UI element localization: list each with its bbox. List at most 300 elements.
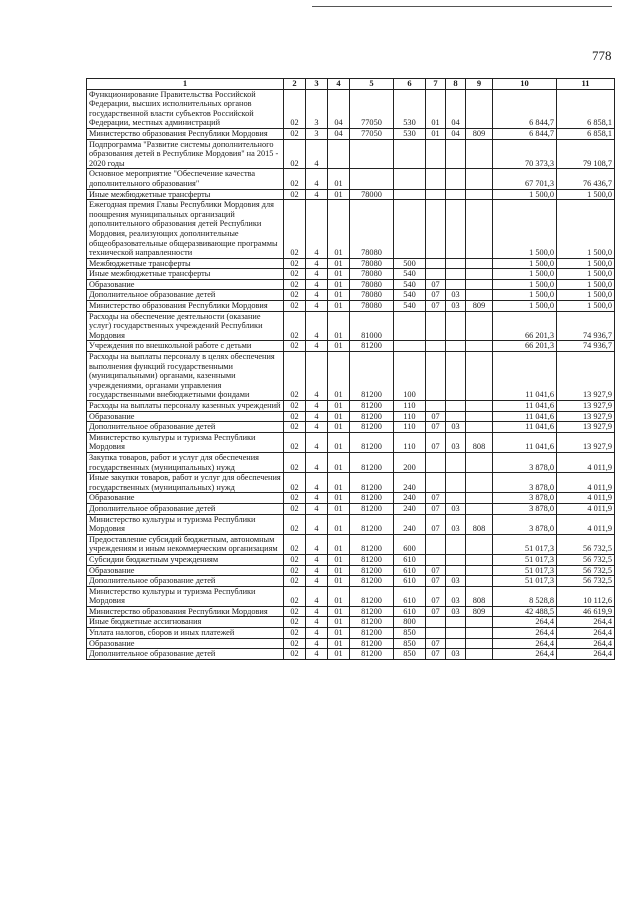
code-cell: 02 bbox=[284, 432, 306, 452]
code-cell bbox=[466, 352, 493, 401]
code-cell bbox=[426, 352, 446, 401]
row-name: Предоставление субсидий бюджетным, автономным учреждениям и иным некоммерческим организациям bbox=[87, 534, 284, 554]
code-cell: 4 bbox=[306, 258, 328, 269]
amount-cell: 1 500,0 bbox=[493, 258, 557, 269]
code-cell bbox=[446, 311, 466, 341]
code-cell: 01 bbox=[328, 473, 350, 493]
code-cell: 808 bbox=[466, 514, 493, 534]
table-row bbox=[87, 189, 615, 200]
code-cell: 01 bbox=[426, 89, 446, 128]
table-row bbox=[87, 311, 615, 341]
code-cell: 530 bbox=[394, 89, 426, 128]
amount-cell: 6 844,7 bbox=[493, 89, 557, 128]
code-cell: 4 bbox=[306, 638, 328, 649]
code-cell: 4 bbox=[306, 493, 328, 504]
code-cell: 01 bbox=[328, 301, 350, 312]
code-cell bbox=[446, 473, 466, 493]
column-header: 4 bbox=[328, 79, 350, 90]
code-cell bbox=[466, 401, 493, 412]
amount-cell: 56 732,5 bbox=[557, 554, 615, 565]
column-header: 2 bbox=[284, 79, 306, 90]
row-name: Закупка товаров, работ и услуг для обеспечения государственных (муниципальных) нужд bbox=[87, 452, 284, 472]
code-cell: 02 bbox=[284, 586, 306, 606]
code-cell: 01 bbox=[328, 586, 350, 606]
row-name: Дополнительное образование детей bbox=[87, 576, 284, 587]
code-cell: 809 bbox=[466, 606, 493, 617]
amount-cell: 13 927,9 bbox=[557, 352, 615, 401]
amount-cell: 1 500,0 bbox=[557, 269, 615, 280]
code-cell: 02 bbox=[284, 617, 306, 628]
code-cell: 02 bbox=[284, 606, 306, 617]
code-cell: 240 bbox=[394, 503, 426, 514]
table-row bbox=[87, 554, 615, 565]
amount-cell: 1 500,0 bbox=[493, 290, 557, 301]
code-cell: 02 bbox=[284, 139, 306, 169]
code-cell: 02 bbox=[284, 493, 306, 504]
code-cell: 4 bbox=[306, 411, 328, 422]
code-cell bbox=[466, 554, 493, 565]
row-name: Дополнительное образование детей bbox=[87, 503, 284, 514]
code-cell bbox=[426, 200, 446, 259]
code-cell: 3 bbox=[306, 89, 328, 128]
page-number: 778 bbox=[592, 48, 612, 63]
code-cell: 81200 bbox=[350, 617, 394, 628]
row-name: Иные закупки товаров, работ и услуг для обеспечения государственных (муниципальных) нужд bbox=[87, 473, 284, 493]
table-row bbox=[87, 128, 615, 139]
amount-cell: 264,4 bbox=[493, 649, 557, 660]
table-body bbox=[87, 89, 615, 659]
code-cell: 81200 bbox=[350, 401, 394, 412]
table-row bbox=[87, 493, 615, 504]
code-cell bbox=[446, 452, 466, 472]
table-row bbox=[87, 473, 615, 493]
row-name: Ежегодная премия Главы Республики Мордовия для поощрения муниципальных организаций дополнительного образования детей Республики Мордовия, реализующих дополнительные общеобразовательные общеразвивающие программы технической направленности bbox=[87, 200, 284, 259]
code-cell: 01 bbox=[328, 401, 350, 412]
code-cell: 4 bbox=[306, 473, 328, 493]
code-cell: 4 bbox=[306, 628, 328, 639]
code-cell: 07 bbox=[426, 576, 446, 587]
row-name: Межбюджетные трансферты bbox=[87, 258, 284, 269]
code-cell: 01 bbox=[328, 554, 350, 565]
code-cell: 78080 bbox=[350, 200, 394, 259]
code-cell: 77050 bbox=[350, 89, 394, 128]
amount-cell: 1 500,0 bbox=[493, 269, 557, 280]
amount-cell: 4 011,9 bbox=[557, 493, 615, 504]
code-cell: 4 bbox=[306, 554, 328, 565]
code-cell: 07 bbox=[426, 514, 446, 534]
code-cell: 02 bbox=[284, 452, 306, 472]
code-cell: 01 bbox=[328, 565, 350, 576]
code-cell: 110 bbox=[394, 432, 426, 452]
code-cell: 4 bbox=[306, 606, 328, 617]
code-cell: 4 bbox=[306, 279, 328, 290]
code-cell: 01 bbox=[328, 534, 350, 554]
code-cell: 03 bbox=[446, 290, 466, 301]
code-cell bbox=[466, 311, 493, 341]
row-name: Уплата налогов, сборов и иных платежей bbox=[87, 628, 284, 639]
code-cell: 81200 bbox=[350, 473, 394, 493]
code-cell: 4 bbox=[306, 269, 328, 280]
code-cell: 81200 bbox=[350, 554, 394, 565]
row-name: Министерство образования Республики Мордовия bbox=[87, 128, 284, 139]
row-name: Министерство образования Республики Мордовия bbox=[87, 606, 284, 617]
amount-cell: 1 500,0 bbox=[493, 200, 557, 259]
code-cell: 02 bbox=[284, 352, 306, 401]
code-cell: 240 bbox=[394, 473, 426, 493]
table-row bbox=[87, 341, 615, 352]
table-row bbox=[87, 401, 615, 412]
table-row bbox=[87, 422, 615, 433]
row-name: Основное мероприятие "Обеспечение качества дополнительного образования" bbox=[87, 169, 284, 189]
column-header: 5 bbox=[350, 79, 394, 90]
table-row bbox=[87, 638, 615, 649]
code-cell: 02 bbox=[284, 279, 306, 290]
code-cell bbox=[394, 200, 426, 259]
code-cell: 610 bbox=[394, 554, 426, 565]
amount-cell: 1 500,0 bbox=[493, 279, 557, 290]
code-cell: 81200 bbox=[350, 352, 394, 401]
table-row bbox=[87, 258, 615, 269]
code-cell: 01 bbox=[328, 638, 350, 649]
amount-cell: 11 041,6 bbox=[493, 422, 557, 433]
code-cell: 240 bbox=[394, 493, 426, 504]
amount-cell: 264,4 bbox=[557, 638, 615, 649]
code-cell: 07 bbox=[426, 503, 446, 514]
table-header-row bbox=[87, 79, 615, 90]
code-cell bbox=[446, 554, 466, 565]
amount-cell: 56 732,5 bbox=[557, 576, 615, 587]
code-cell bbox=[466, 258, 493, 269]
row-name: Функционирование Правительства Российской Федерации, высших исполнительных органов государственной власти субъектов Российской Федерации, местных администраций bbox=[87, 89, 284, 128]
amount-cell: 13 927,9 bbox=[557, 422, 615, 433]
amount-cell: 6 858,1 bbox=[557, 128, 615, 139]
code-cell bbox=[466, 290, 493, 301]
code-cell: 81200 bbox=[350, 411, 394, 422]
column-header: 10 bbox=[493, 79, 557, 90]
code-cell: 4 bbox=[306, 401, 328, 412]
code-cell: 02 bbox=[284, 554, 306, 565]
code-cell: 3 bbox=[306, 128, 328, 139]
code-cell bbox=[350, 169, 394, 189]
code-cell: 01 bbox=[328, 189, 350, 200]
code-cell bbox=[446, 617, 466, 628]
code-cell: 02 bbox=[284, 473, 306, 493]
code-cell: 02 bbox=[284, 290, 306, 301]
column-header: 6 bbox=[394, 79, 426, 90]
code-cell bbox=[350, 139, 394, 169]
table-row bbox=[87, 628, 615, 639]
code-cell: 4 bbox=[306, 586, 328, 606]
code-cell: 03 bbox=[446, 576, 466, 587]
code-cell: 81200 bbox=[350, 565, 394, 576]
table-row bbox=[87, 89, 615, 128]
code-cell: 530 bbox=[394, 128, 426, 139]
code-cell: 02 bbox=[284, 258, 306, 269]
code-cell: 4 bbox=[306, 432, 328, 452]
code-cell: 07 bbox=[426, 279, 446, 290]
code-cell bbox=[466, 452, 493, 472]
code-cell: 01 bbox=[328, 503, 350, 514]
code-cell bbox=[466, 534, 493, 554]
table-row bbox=[87, 514, 615, 534]
code-cell: 110 bbox=[394, 411, 426, 422]
code-cell: 4 bbox=[306, 649, 328, 660]
row-name: Образование bbox=[87, 411, 284, 422]
code-cell: 07 bbox=[426, 290, 446, 301]
code-cell bbox=[446, 258, 466, 269]
code-cell: 77050 bbox=[350, 128, 394, 139]
code-cell bbox=[466, 89, 493, 128]
row-name: Иные межбюджетные трансферты bbox=[87, 269, 284, 280]
code-cell: 03 bbox=[446, 432, 466, 452]
code-cell: 02 bbox=[284, 534, 306, 554]
amount-cell: 11 041,6 bbox=[493, 352, 557, 401]
code-cell: 07 bbox=[426, 432, 446, 452]
code-cell: 600 bbox=[394, 534, 426, 554]
code-cell: 81200 bbox=[350, 493, 394, 504]
amount-cell: 4 011,9 bbox=[557, 452, 615, 472]
row-name: Министерство культуры и туризма Республики Мордовия bbox=[87, 586, 284, 606]
amount-cell: 51 017,3 bbox=[493, 554, 557, 565]
code-cell: 01 bbox=[328, 649, 350, 660]
code-cell: 01 bbox=[328, 606, 350, 617]
code-cell bbox=[426, 473, 446, 493]
code-cell bbox=[466, 139, 493, 169]
table-row bbox=[87, 139, 615, 169]
amount-cell: 1 500,0 bbox=[493, 189, 557, 200]
code-cell: 4 bbox=[306, 200, 328, 259]
code-cell bbox=[466, 638, 493, 649]
table-row bbox=[87, 576, 615, 587]
amount-cell: 8 528,8 bbox=[493, 586, 557, 606]
code-cell bbox=[426, 628, 446, 639]
amount-cell: 13 927,9 bbox=[557, 401, 615, 412]
amount-cell: 4 011,9 bbox=[557, 473, 615, 493]
code-cell bbox=[426, 169, 446, 189]
code-cell: 4 bbox=[306, 290, 328, 301]
code-cell: 500 bbox=[394, 258, 426, 269]
code-cell: 07 bbox=[426, 649, 446, 660]
amount-cell: 1 500,0 bbox=[557, 200, 615, 259]
code-cell: 4 bbox=[306, 576, 328, 587]
code-cell: 4 bbox=[306, 169, 328, 189]
code-cell bbox=[426, 341, 446, 352]
code-cell bbox=[446, 269, 466, 280]
code-cell: 01 bbox=[328, 411, 350, 422]
code-cell: 01 bbox=[328, 200, 350, 259]
code-cell: 81200 bbox=[350, 534, 394, 554]
code-cell: 78080 bbox=[350, 301, 394, 312]
code-cell: 540 bbox=[394, 279, 426, 290]
code-cell bbox=[426, 139, 446, 169]
amount-cell: 79 108,7 bbox=[557, 139, 615, 169]
code-cell: 07 bbox=[426, 565, 446, 576]
code-cell bbox=[426, 554, 446, 565]
code-cell bbox=[446, 638, 466, 649]
code-cell: 07 bbox=[426, 422, 446, 433]
code-cell: 02 bbox=[284, 311, 306, 341]
code-cell: 81200 bbox=[350, 432, 394, 452]
code-cell: 03 bbox=[446, 649, 466, 660]
amount-cell: 3 878,0 bbox=[493, 503, 557, 514]
code-cell: 81200 bbox=[350, 514, 394, 534]
amount-cell: 51 017,3 bbox=[493, 565, 557, 576]
row-name: Дополнительное образование детей bbox=[87, 422, 284, 433]
table-row bbox=[87, 169, 615, 189]
code-cell: 02 bbox=[284, 169, 306, 189]
code-cell: 110 bbox=[394, 401, 426, 412]
code-cell bbox=[394, 169, 426, 189]
code-cell: 4 bbox=[306, 341, 328, 352]
column-header: 7 bbox=[426, 79, 446, 90]
code-cell bbox=[466, 411, 493, 422]
code-cell: 78000 bbox=[350, 189, 394, 200]
row-name: Министерство культуры и туризма Республики Мордовия bbox=[87, 514, 284, 534]
code-cell: 02 bbox=[284, 269, 306, 280]
code-cell: 01 bbox=[328, 617, 350, 628]
row-name: Иные бюджетные ассигнования bbox=[87, 617, 284, 628]
code-cell: 78080 bbox=[350, 269, 394, 280]
code-cell: 800 bbox=[394, 617, 426, 628]
code-cell: 02 bbox=[284, 638, 306, 649]
code-cell: 02 bbox=[284, 628, 306, 639]
code-cell: 03 bbox=[446, 586, 466, 606]
code-cell: 07 bbox=[426, 301, 446, 312]
code-cell: 07 bbox=[426, 411, 446, 422]
amount-cell: 70 373,3 bbox=[493, 139, 557, 169]
code-cell: 850 bbox=[394, 649, 426, 660]
code-cell bbox=[466, 576, 493, 587]
row-name: Министерство культуры и туризма Республики Мордовия bbox=[87, 432, 284, 452]
code-cell: 04 bbox=[446, 128, 466, 139]
amount-cell: 74 936,7 bbox=[557, 311, 615, 341]
code-cell: 02 bbox=[284, 422, 306, 433]
table-row bbox=[87, 200, 615, 259]
column-header: 9 bbox=[466, 79, 493, 90]
column-header: 3 bbox=[306, 79, 328, 90]
code-cell: 01 bbox=[328, 452, 350, 472]
code-cell: 01 bbox=[328, 290, 350, 301]
code-cell: 02 bbox=[284, 301, 306, 312]
code-cell bbox=[446, 352, 466, 401]
code-cell: 03 bbox=[446, 301, 466, 312]
top-rule bbox=[312, 6, 612, 7]
code-cell: 4 bbox=[306, 352, 328, 401]
row-name: Образование bbox=[87, 565, 284, 576]
code-cell: 850 bbox=[394, 628, 426, 639]
code-cell: 4 bbox=[306, 617, 328, 628]
code-cell: 01 bbox=[328, 341, 350, 352]
code-cell: 4 bbox=[306, 534, 328, 554]
code-cell bbox=[426, 189, 446, 200]
code-cell: 4 bbox=[306, 311, 328, 341]
amount-cell: 4 011,9 bbox=[557, 503, 615, 514]
code-cell: 81200 bbox=[350, 452, 394, 472]
amount-cell: 67 701,3 bbox=[493, 169, 557, 189]
code-cell: 01 bbox=[328, 628, 350, 639]
amount-cell: 3 878,0 bbox=[493, 452, 557, 472]
code-cell: 01 bbox=[328, 514, 350, 534]
code-cell bbox=[426, 401, 446, 412]
code-cell: 04 bbox=[328, 89, 350, 128]
amount-cell: 13 927,9 bbox=[557, 432, 615, 452]
row-name: Министерство образования Республики Мордовия bbox=[87, 301, 284, 312]
code-cell: 01 bbox=[328, 169, 350, 189]
row-name: Учреждения по внешкольной работе с детьми bbox=[87, 341, 284, 352]
amount-cell: 1 500,0 bbox=[557, 189, 615, 200]
row-name: Образование bbox=[87, 279, 284, 290]
code-cell: 540 bbox=[394, 269, 426, 280]
code-cell bbox=[394, 341, 426, 352]
code-cell: 4 bbox=[306, 452, 328, 472]
code-cell bbox=[394, 189, 426, 200]
code-cell bbox=[466, 279, 493, 290]
code-cell bbox=[466, 341, 493, 352]
code-cell bbox=[466, 473, 493, 493]
table-row bbox=[87, 432, 615, 452]
code-cell: 81200 bbox=[350, 422, 394, 433]
amount-cell: 1 500,0 bbox=[557, 290, 615, 301]
code-cell: 02 bbox=[284, 565, 306, 576]
code-cell bbox=[466, 617, 493, 628]
code-cell: 110 bbox=[394, 422, 426, 433]
code-cell: 81200 bbox=[350, 576, 394, 587]
code-cell: 4 bbox=[306, 565, 328, 576]
code-cell: 03 bbox=[446, 503, 466, 514]
budget-table bbox=[86, 78, 615, 660]
amount-cell: 42 488,5 bbox=[493, 606, 557, 617]
code-cell: 02 bbox=[284, 411, 306, 422]
code-cell: 610 bbox=[394, 586, 426, 606]
table-row bbox=[87, 565, 615, 576]
code-cell: 540 bbox=[394, 290, 426, 301]
code-cell bbox=[446, 189, 466, 200]
column-header: 1 bbox=[87, 79, 284, 90]
code-cell bbox=[466, 628, 493, 639]
code-cell: 81200 bbox=[350, 638, 394, 649]
code-cell: 78080 bbox=[350, 290, 394, 301]
code-cell: 540 bbox=[394, 301, 426, 312]
amount-cell: 10 112,6 bbox=[557, 586, 615, 606]
code-cell bbox=[426, 258, 446, 269]
code-cell bbox=[466, 189, 493, 200]
code-cell bbox=[426, 311, 446, 341]
amount-cell: 1 500,0 bbox=[557, 258, 615, 269]
row-name: Расходы на выплаты персоналу в целях обеспечения выполнения функций государственными (муниципальными) органами, казенными учреждениями, органами управления государственными внебюджетными фондами bbox=[87, 352, 284, 401]
amount-cell: 56 732,5 bbox=[557, 565, 615, 576]
code-cell: 610 bbox=[394, 565, 426, 576]
amount-cell: 11 041,6 bbox=[493, 401, 557, 412]
column-header: 8 bbox=[446, 79, 466, 90]
row-name: Образование bbox=[87, 638, 284, 649]
table-row bbox=[87, 534, 615, 554]
amount-cell: 11 041,6 bbox=[493, 432, 557, 452]
code-cell: 100 bbox=[394, 352, 426, 401]
code-cell bbox=[466, 422, 493, 433]
code-cell bbox=[466, 493, 493, 504]
amount-cell: 1 500,0 bbox=[557, 279, 615, 290]
row-name: Расходы на выплаты персоналу казенных учреждений bbox=[87, 401, 284, 412]
code-cell: 02 bbox=[284, 576, 306, 587]
code-cell: 610 bbox=[394, 606, 426, 617]
amount-cell: 264,4 bbox=[493, 638, 557, 649]
code-cell: 01 bbox=[328, 258, 350, 269]
code-cell bbox=[446, 139, 466, 169]
amount-cell: 264,4 bbox=[493, 617, 557, 628]
amount-cell: 46 619,9 bbox=[557, 606, 615, 617]
code-cell: 4 bbox=[306, 422, 328, 433]
code-cell bbox=[426, 617, 446, 628]
